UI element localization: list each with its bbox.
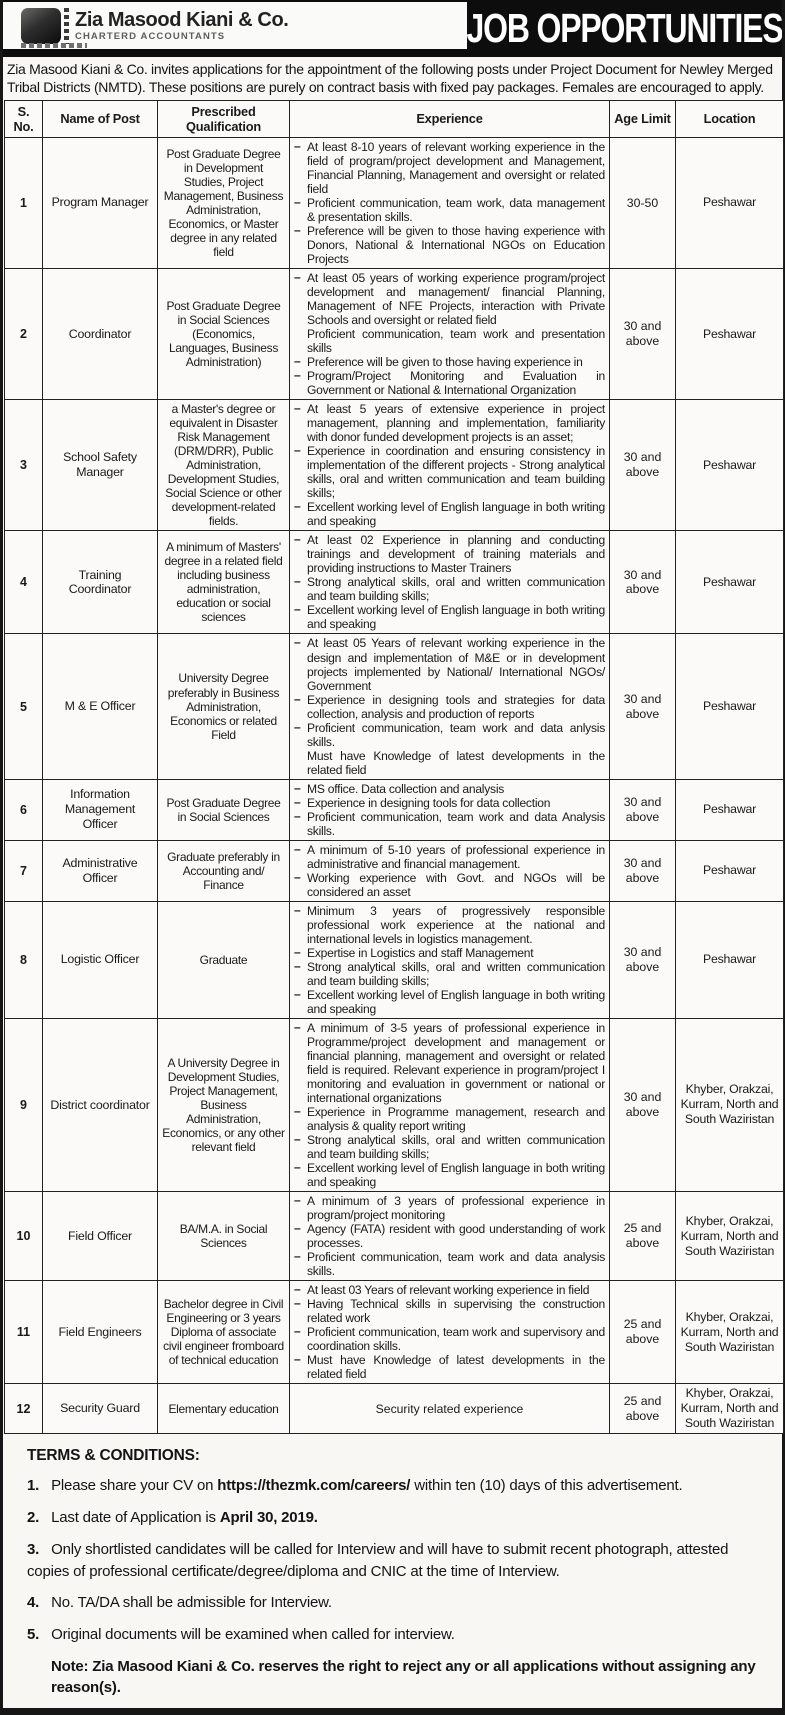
qualification-cell: Graduate (158, 901, 290, 1018)
job-table (4, 100, 784, 1434)
term-number: 3. (27, 1540, 40, 1558)
experience-text: Proficient communication, team work and supervisory and coordination skills. (307, 1325, 605, 1354)
experience-text: Must have Knowledge of latest developments in the related field (307, 1353, 605, 1382)
experience-text: At least 8-10 years of relevant working experience in the field of program/project development and Management, Financial Planning, Management and oversight or related field (307, 139, 605, 196)
experience-item (294, 946, 605, 960)
location-cell: Khyber, Orakzai, Kurram, North and South Waziristan (676, 1384, 784, 1434)
qualification-cell: Post Graduate Degree in Social Sciences (Economics, Languages, Business Administration) (158, 268, 290, 399)
post-cell: Information Management Officer (43, 779, 158, 840)
experience-item (294, 369, 605, 397)
experience-item (294, 271, 605, 327)
bullet-dash-icon: – (294, 1249, 301, 1264)
experience-cell (290, 400, 610, 531)
term-item (27, 1592, 758, 1614)
experience-item (294, 327, 605, 355)
page-title: JOB OPPORTUNITIES (467, 5, 782, 51)
experience-text: At least 5 years of extensive experience in project management, planning and implementation, familiarity with donor funded development projects is an asset; (307, 402, 605, 445)
experience-text: Proficient communication, team work and data anlysis skills. (307, 720, 605, 749)
experience-text: Experience in Programme management, research and analysis & quality report writing (307, 1104, 605, 1133)
sno-cell: 5 (5, 634, 43, 779)
location-cell: Peshawar (676, 779, 784, 840)
qualification-cell: University Degree preferably in Business Administration, Economics or related Field (158, 634, 290, 779)
qualification-cell: A University Degree in Development Studies, Project Management, Business Administration, Economics, or any other relevant field (158, 1018, 290, 1191)
experience-item (294, 843, 605, 871)
col-header-qualification: Prescribed Qualification (158, 100, 290, 137)
bullet-dash-icon: – (294, 1160, 301, 1175)
bullet-dash-icon: – (294, 902, 301, 917)
bullet-dash-icon: – (294, 1103, 301, 1118)
experience-item (294, 140, 605, 196)
experience-text: Proficient communication, team work and presentation skills (307, 327, 605, 356)
masthead (3, 0, 782, 57)
experience-item (294, 1133, 605, 1161)
term-text: No. TA/DA shall be admissible for Interview. (51, 1594, 332, 1612)
age-limit-cell: 30 and above (610, 1018, 676, 1191)
experience-text: At least 05 Years of relevant working experience in the design and implementation of M&E or in development projects implemented by National/ International NGOs/ Government (307, 636, 605, 693)
table-header-row (5, 100, 784, 137)
bullet-dash-icon: – (294, 780, 301, 795)
experience-item (294, 402, 605, 444)
experience-item (294, 1105, 605, 1133)
bullet-dash-icon: – (294, 841, 301, 856)
experience-text: Working experience with Govt. and NGOs will be considered an asset (307, 870, 605, 899)
experience-item (294, 1250, 605, 1278)
post-cell: School Safety Manager (43, 400, 158, 531)
experience-cell (290, 1384, 610, 1434)
experience-text: At least 05 years of working experience program/project development and management/ financial Planning, Management of NFE Projects, interaction with Private Schools and oversight or related field (307, 270, 605, 327)
location-cell: Peshawar (676, 840, 784, 901)
bullet-dash-icon: – (294, 194, 301, 209)
experience-item (294, 1161, 605, 1189)
table-row (5, 268, 784, 399)
bullet-dash-icon: – (294, 691, 301, 706)
bullet-dash-icon: – (294, 869, 301, 884)
post-cell: Administrative Officer (43, 840, 158, 901)
experience-text: Having Technical skills in supervising the construction related work (307, 1297, 605, 1326)
age-limit-cell: 25 and above (610, 1281, 676, 1384)
table-row (5, 634, 784, 779)
company-subtitle: CHARTERD ACCOUNTANTS (75, 30, 226, 42)
bullet-dash-icon: – (294, 1282, 301, 1297)
table-row (5, 400, 784, 531)
experience-item (294, 444, 605, 500)
bullet-dash-icon: – (294, 574, 301, 589)
location-cell: Peshawar (676, 137, 784, 268)
bullet-dash-icon: – (294, 1352, 301, 1367)
term-text: within ten (10) days of this advertisement. (410, 1477, 683, 1495)
bullet-dash-icon: – (294, 1019, 301, 1034)
experience-item (294, 603, 605, 631)
sno-cell: 10 (5, 1192, 43, 1281)
post-cell: Program Manager (43, 137, 158, 268)
post-cell: Field Officer (43, 1192, 158, 1281)
post-cell: Security Guard (43, 1384, 158, 1434)
experience-text: Strong analytical skills, oral and written communication and team building skills; (307, 575, 605, 604)
age-limit-cell: 25 and above (610, 1384, 676, 1434)
age-limit-cell: 30 and above (610, 400, 676, 531)
bullet-dash-icon: – (294, 1132, 301, 1147)
table-row (5, 1384, 784, 1434)
logo-dots-row-icon (21, 43, 87, 48)
sno-cell: 3 (5, 400, 43, 531)
sno-cell: 9 (5, 1018, 43, 1191)
bullet-dash-icon: – (294, 368, 301, 383)
age-limit-cell: 30 and above (610, 901, 676, 1018)
col-header-location: Location (676, 100, 784, 137)
location-cell: Peshawar (676, 268, 784, 399)
experience-item (294, 1021, 605, 1105)
term-text: Last date of Application is (51, 1509, 220, 1527)
table-row (5, 901, 784, 1018)
experience-cell (290, 840, 610, 901)
experience-text: Experience in designing tools and strategies for data collection, analysis and production of reports (307, 692, 605, 721)
company-logo-icon (21, 8, 69, 44)
location-cell: Khyber, Orakzai, Kurram, North and South Waziristan (676, 1281, 784, 1384)
experience-text: Experience in coordination and ensuring consistency in implementation of the different projects - Strong analytical skills, oral and written communication and team building skills; (307, 444, 605, 501)
bullet-dash-icon: – (294, 443, 301, 458)
bullet-dash-icon: – (294, 1296, 301, 1311)
age-limit-cell: 30-50 (610, 137, 676, 268)
bullet-dash-icon: – (294, 986, 301, 1001)
experience-text: Program/Project Monitoring and Evaluation in Government or National & International Organization (307, 369, 605, 398)
post-cell: Coordinator (43, 268, 158, 399)
term-number: 4. (27, 1594, 40, 1612)
bullet-dash-icon: – (294, 808, 301, 823)
age-limit-cell: 30 and above (610, 268, 676, 399)
term-item (27, 1507, 758, 1529)
post-cell: Training Coordinator (43, 531, 158, 634)
experience-text: At least 03 Years of relevant working experience in field (307, 1283, 590, 1298)
experience-text: Minimum 3 years of progressively responsible professional work experience at the national and international levels in logistics management. (307, 903, 605, 946)
experience-item (294, 1353, 605, 1381)
qualification-cell: Bachelor degree in Civil Engineering or 3 years Diploma of associate civil engineer fromboard of technical education (158, 1281, 290, 1384)
experience-text: Strong analytical skills, oral and written communication and team building skills; (307, 959, 605, 988)
experience-text: Excellent working level of English language in both writing and speaking (307, 603, 605, 632)
term-text: Please share your CV on (51, 1477, 218, 1495)
post-cell: M & E Officer (43, 634, 158, 779)
location-cell: Peshawar (676, 634, 784, 779)
experience-text: A minimum of 3 years of professional experience in program/project monitoring (307, 1194, 605, 1223)
age-limit-cell: 30 and above (610, 634, 676, 779)
experience-item (294, 749, 605, 777)
col-header-post: Name of Post (43, 100, 158, 137)
qualification-cell: Elementary education (158, 1384, 290, 1434)
experience-item (294, 960, 605, 988)
experience-item (294, 355, 605, 369)
table-row (5, 1192, 784, 1281)
bullet-dash-icon: – (294, 222, 301, 237)
qualification-cell: Graduate preferably in Accounting and/ Finance (158, 840, 290, 901)
qualification-cell: a Master's degree or equivalent in Disaster Risk Management (DRM/DRR), Public Administration, Development Studies, Social Science or other development-related fields. (158, 400, 290, 531)
experience-cell (290, 634, 610, 779)
experience-text: Proficient communication, team work, data management & presentation skills. (307, 195, 605, 224)
experience-text: Excellent working level of English language in both writing and speaking (307, 1161, 605, 1190)
experience-item (294, 500, 605, 528)
logo-dots-column-icon (64, 8, 69, 44)
post-cell: Logistic Officer (43, 901, 158, 1018)
location-cell: Peshawar (676, 531, 784, 634)
table-row (5, 137, 784, 268)
intro-paragraph: Zia Masood Kiani & Co. invites applications for the appointment of the following posts under Project Document for Newley Merged Tribal Districts (NMTD). These positions are purely on contract basis with fixed pay packages. Females are encouraged to apply. (7, 61, 773, 95)
bullet-dash-icon: – (294, 1324, 301, 1339)
qualification-cell: Post Graduate Degree in Social Sciences (158, 779, 290, 840)
qualification-cell: Post Graduate Degree in Development Studies, Project Management, Business Administration, Economics, or Master degree in any related field (158, 137, 290, 268)
sno-cell: 6 (5, 779, 43, 840)
sno-cell: 7 (5, 840, 43, 901)
term-number: 1. (27, 1477, 40, 1495)
term-number: 5. (27, 1626, 40, 1644)
bullet-dash-icon: – (294, 602, 301, 617)
experience-item (294, 196, 605, 224)
terms-list (27, 1475, 758, 1646)
experience-cell (290, 531, 610, 634)
bullet-dash-icon: – (294, 354, 301, 369)
table-row (5, 840, 784, 901)
bullet-dash-icon: – (294, 401, 301, 416)
table-row (5, 1018, 784, 1191)
experience-text: Preference will be given to those having experience in (307, 355, 583, 370)
experience-text: Proficient communication, team work and data analysis skills. (307, 1250, 605, 1279)
age-limit-cell: 30 and above (610, 779, 676, 840)
sno-cell: 12 (5, 1384, 43, 1434)
qualification-cell: A minimum of Masters' degree in a related field including business administration, education or social sciences (158, 531, 290, 634)
bullet-dash-icon: – (294, 719, 301, 734)
location-cell: Peshawar (676, 901, 784, 1018)
term-number: 2. (27, 1509, 40, 1527)
bullet-dash-icon: – (294, 635, 301, 650)
experience-text: Must have Knowledge of latest developments in the related field (307, 748, 605, 777)
col-header-sno: S. No. (5, 100, 43, 137)
post-cell: Field Engineers (43, 1281, 158, 1384)
table-row (5, 1281, 784, 1384)
experience-text: A minimum of 3-5 years of professional experience in Programme/project development and management or financial planning, management and oversight or related field is required. Relevant experience in program/project I monitoring and evaluation in government or national or international organizations (307, 1020, 605, 1105)
experience-item (294, 782, 605, 796)
terms-heading: TERMS & CONDITIONS: (27, 1447, 200, 1465)
experience-text: Excellent working level of English language in both writing and speaking (307, 500, 605, 529)
sno-cell: 2 (5, 268, 43, 399)
experience-item (294, 1283, 605, 1297)
experience-text: Strong analytical skills, oral and written communication and team building skills; (307, 1133, 605, 1162)
term-item (27, 1475, 758, 1497)
sno-cell: 8 (5, 901, 43, 1018)
experience-item (294, 533, 605, 575)
experience-item (294, 1297, 605, 1325)
qualification-cell: BA/M.A. in Social Sciences (158, 1192, 290, 1281)
experience-item (294, 988, 605, 1016)
experience-item (294, 904, 605, 946)
sno-cell: 1 (5, 137, 43, 268)
sno-cell: 11 (5, 1281, 43, 1384)
table-row (5, 779, 784, 840)
experience-item (294, 1222, 605, 1250)
company-logo-text (75, 10, 288, 42)
experience-item (294, 796, 605, 810)
term-item (27, 1624, 758, 1646)
terms-and-conditions (3, 1434, 782, 1708)
term-text-bold: April 30, 2019. (219, 1509, 318, 1527)
bullet-dash-icon: – (294, 958, 301, 973)
company-name: Zia Masood Kiani & Co. (75, 8, 289, 31)
experience-cell (290, 779, 610, 840)
term-text: Original documents will be examined when called for interview. (51, 1626, 455, 1644)
experience-item (294, 810, 605, 838)
sno-cell: 4 (5, 531, 43, 634)
col-header-experience: Experience (290, 100, 610, 137)
terms-note: Note: Zia Masood Kiani & Co. reserves the right to reject any or all applications without assigning any reason(s). (51, 1657, 756, 1696)
experience-text: Agency (FATA) resident with good understanding of work processes. (307, 1222, 605, 1251)
bullet-dash-icon: – (294, 794, 301, 809)
experience-cell (290, 137, 610, 268)
experience-item (294, 871, 605, 899)
banner (467, 0, 782, 57)
bullet-dash-icon: – (294, 138, 301, 153)
experience-item (294, 721, 605, 749)
experience-cell (290, 1192, 610, 1281)
experience-item (294, 1325, 605, 1353)
age-limit-cell: 30 and above (610, 840, 676, 901)
experience-text: Expertise in Logistics and staff Management (307, 945, 534, 960)
age-limit-cell: 30 and above (610, 531, 676, 634)
experience-text: At least 02 Experience in planning and conducting trainings and development of training materials and providing instructions to Master Trainers (307, 533, 605, 576)
bullet-dash-icon: – (294, 1221, 301, 1236)
location-cell: Peshawar (676, 400, 784, 531)
term-text: Only shortlisted candidates will be called for Interview and will have to submit recent photograph, attested copies of professional certificate/degree/diploma and CNIC at the time of Interview. (27, 1540, 729, 1580)
experience-text: MS office. Data collection and analysis (307, 781, 505, 796)
experience-cell (290, 901, 610, 1018)
age-limit-cell: 25 and above (610, 1192, 676, 1281)
job-table-body (5, 137, 784, 1433)
bullet-dash-icon: – (294, 269, 301, 284)
experience-cell (290, 1018, 610, 1191)
experience-item (294, 575, 605, 603)
table-row (5, 531, 784, 634)
col-header-age-limit: Age Limit (610, 100, 676, 137)
experience-item (294, 1194, 605, 1222)
experience-text: Proficient communication, team work and data Analysis skills. (307, 809, 605, 838)
experience-item (294, 636, 605, 692)
experience-text: Preference will be given to those having experience with Donors, National & International NGOs on Education Projects (307, 223, 605, 266)
experience-cell (290, 268, 610, 399)
bullet-dash-icon: – (294, 944, 301, 959)
experience-text: Excellent working level of English language in both writing and speaking (307, 987, 605, 1016)
post-cell: District coordinator (43, 1018, 158, 1191)
experience-text: A minimum of 5-10 years of professional experience in administrative and financial management. (307, 842, 605, 871)
experience-item (294, 224, 605, 266)
experience-item (294, 693, 605, 721)
company-logo (3, 2, 467, 49)
term-text-bold: https://thezmk.com/careers/ (217, 1477, 411, 1495)
location-cell: Khyber, Orakzai, Kurram, North and South Waziristan (676, 1192, 784, 1281)
bullet-dash-icon: – (294, 532, 301, 547)
logo-square-icon (21, 8, 61, 44)
location-cell: Khyber, Orakzai, Kurram, North and South Waziristan (676, 1018, 784, 1191)
experience-cell (290, 1281, 610, 1384)
experience-text: Security related experience (375, 1401, 524, 1416)
bullet-dash-icon: – (294, 1193, 301, 1208)
bullet-dash-icon: – (294, 499, 301, 514)
experience-text: Experience in designing tools for data collection (307, 795, 551, 810)
term-item (27, 1539, 758, 1583)
